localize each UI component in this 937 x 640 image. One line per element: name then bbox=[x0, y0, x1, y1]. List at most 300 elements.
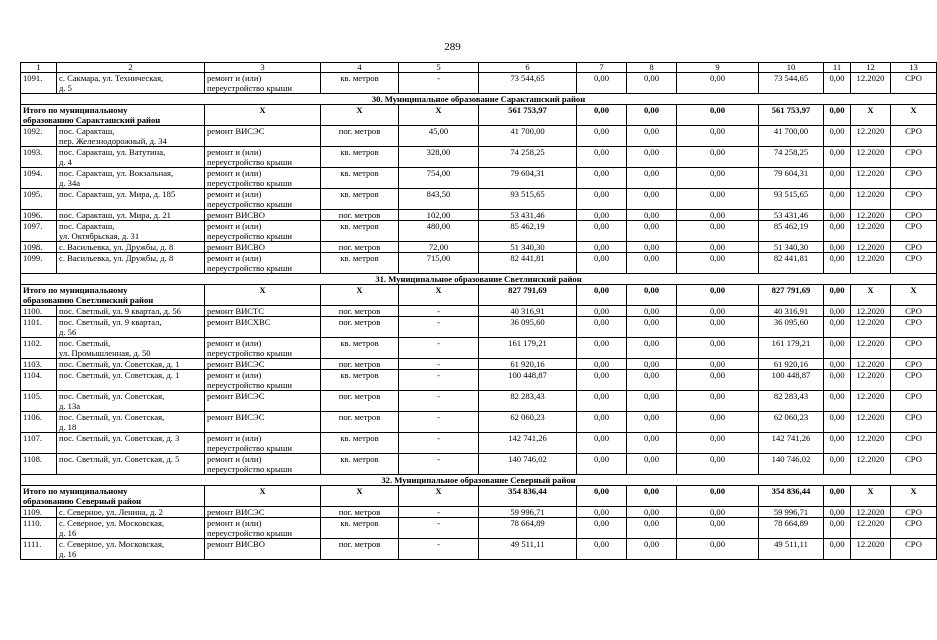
col11-cell: 0,00 bbox=[824, 189, 851, 210]
cost-cell: 49 511,11 bbox=[479, 539, 577, 560]
address-line: д. 16 bbox=[59, 549, 77, 559]
address-line: д. 5 bbox=[59, 83, 72, 93]
row-number: 1110. bbox=[21, 518, 57, 539]
address-line: пос. Светлый, ул. Советская, bbox=[59, 412, 165, 422]
quantity-cell: 843,50 bbox=[399, 189, 479, 210]
col9-cell: 0,00 bbox=[677, 359, 759, 370]
fund-cell: СРО bbox=[891, 359, 937, 370]
cost-cell: 79 604,31 bbox=[479, 168, 577, 189]
total-label bbox=[21, 105, 205, 126]
column-number-cell: 9 bbox=[677, 63, 759, 73]
total-col9: 0,00 bbox=[677, 285, 759, 306]
col7-cell: 0,00 bbox=[577, 518, 627, 539]
table-row bbox=[21, 507, 937, 518]
col7-cell: 0,00 bbox=[577, 189, 627, 210]
address-cell bbox=[57, 391, 205, 412]
column-number-cell: 13 bbox=[891, 63, 937, 73]
address-cell bbox=[57, 359, 205, 370]
work-type-line: переустройство крыши bbox=[207, 348, 292, 358]
col11-cell: 0,00 bbox=[824, 168, 851, 189]
date-cell: 12.2020 bbox=[851, 338, 891, 359]
col9-cell: 0,00 bbox=[677, 221, 759, 242]
address-cell bbox=[57, 317, 205, 338]
work-type-line: ремонт и (или) bbox=[207, 147, 262, 157]
col9-cell: 0,00 bbox=[677, 73, 759, 94]
quantity-cell: - bbox=[399, 433, 479, 454]
total-qty: X bbox=[399, 285, 479, 306]
address-line: пос. Светлый, ул. 9 квартал, bbox=[59, 317, 162, 327]
total-col10: 354 836,44 bbox=[759, 486, 824, 507]
col8-cell: 0,00 bbox=[627, 126, 677, 147]
table-row bbox=[21, 370, 937, 391]
col8-cell: 0,00 bbox=[627, 147, 677, 168]
col9-cell: 0,00 bbox=[677, 168, 759, 189]
cost-cell: 36 095,60 bbox=[479, 317, 577, 338]
table-row bbox=[21, 306, 937, 317]
col9-cell: 0,00 bbox=[677, 507, 759, 518]
unit-cell: пог. метров bbox=[321, 306, 399, 317]
work-type-cell bbox=[205, 338, 321, 359]
quantity-cell: 480,00 bbox=[399, 221, 479, 242]
address-line: пос. Саракташ, ул. Вокзальная, bbox=[59, 168, 174, 178]
total-label-line: образованию Саракташский район bbox=[23, 115, 161, 125]
cost-cell: 161 179,21 bbox=[479, 338, 577, 359]
col10-cell: 49 511,11 bbox=[759, 539, 824, 560]
quantity-cell: 45,00 bbox=[399, 126, 479, 147]
col9-cell: 0,00 bbox=[677, 242, 759, 253]
row-number: 1091. bbox=[21, 73, 57, 94]
column-number-cell: 6 bbox=[479, 63, 577, 73]
cost-cell: 74 258,25 bbox=[479, 147, 577, 168]
column-number-cell: 4 bbox=[321, 63, 399, 73]
fund-cell: СРО bbox=[891, 433, 937, 454]
work-type-line: ремонт и (или) bbox=[207, 518, 262, 528]
total-col7: 0,00 bbox=[577, 285, 627, 306]
date-cell: 12.2020 bbox=[851, 317, 891, 338]
col10-cell: 53 431,46 bbox=[759, 210, 824, 221]
total-date: X bbox=[851, 285, 891, 306]
col10-cell: 161 179,21 bbox=[759, 338, 824, 359]
row-number: 1103. bbox=[21, 359, 57, 370]
col11-cell: 0,00 bbox=[824, 147, 851, 168]
col8-cell: 0,00 bbox=[627, 317, 677, 338]
unit-cell: кв. метров bbox=[321, 168, 399, 189]
date-cell: 12.2020 bbox=[851, 242, 891, 253]
col9-cell: 0,00 bbox=[677, 317, 759, 338]
col10-cell: 78 664,89 bbox=[759, 518, 824, 539]
section-header-row bbox=[21, 475, 937, 486]
address-line: д. 16 bbox=[59, 528, 77, 538]
date-cell: 12.2020 bbox=[851, 147, 891, 168]
total-col8: 0,00 bbox=[627, 486, 677, 507]
col7-cell: 0,00 bbox=[577, 306, 627, 317]
date-cell: 12.2020 bbox=[851, 221, 891, 242]
total-col8: 0,00 bbox=[627, 105, 677, 126]
address-cell bbox=[57, 518, 205, 539]
quantity-cell: 72,00 bbox=[399, 242, 479, 253]
unit-cell: пог. метров bbox=[321, 539, 399, 560]
total-fund: X bbox=[891, 105, 937, 126]
fund-cell: СРО bbox=[891, 189, 937, 210]
work-type-cell bbox=[205, 370, 321, 391]
total-col9: 0,00 bbox=[677, 486, 759, 507]
work-type-line: переустройство крыши bbox=[207, 178, 292, 188]
table-row bbox=[21, 539, 937, 560]
address-cell bbox=[57, 412, 205, 433]
fund-cell: СРО bbox=[891, 454, 937, 475]
cost-cell: 85 462,19 bbox=[479, 221, 577, 242]
cost-cell: 142 741,26 bbox=[479, 433, 577, 454]
repair-schedule-table bbox=[20, 62, 937, 560]
work-type-cell bbox=[205, 73, 321, 94]
address-line: пос. Светлый, ул. Советская, д. 3 bbox=[59, 433, 180, 443]
col11-cell: 0,00 bbox=[824, 73, 851, 94]
address-cell bbox=[57, 454, 205, 475]
address-line: пос. Саракташ, ул. Ватутина, bbox=[59, 147, 166, 157]
work-type-line: ремонт ВИСЭС bbox=[207, 126, 265, 136]
work-type-cell bbox=[205, 539, 321, 560]
date-cell: 12.2020 bbox=[851, 370, 891, 391]
address-line: пер. Железнодорожный, д. 34 bbox=[59, 136, 167, 146]
address-line: д. 56 bbox=[59, 327, 77, 337]
col7-cell: 0,00 bbox=[577, 454, 627, 475]
col8-cell: 0,00 bbox=[627, 338, 677, 359]
address-line: д. 34а bbox=[59, 178, 81, 188]
work-type-line: ремонт и (или) bbox=[207, 73, 262, 83]
cost-cell: 62 060,23 bbox=[479, 412, 577, 433]
total-label-line: Итого по муниципальному bbox=[23, 105, 128, 115]
col9-cell: 0,00 bbox=[677, 306, 759, 317]
date-cell: 12.2020 bbox=[851, 454, 891, 475]
col9-cell: 0,00 bbox=[677, 391, 759, 412]
col7-cell: 0,00 bbox=[577, 391, 627, 412]
address-line: пос. Саракташ, bbox=[59, 221, 115, 231]
quantity-cell: - bbox=[399, 317, 479, 338]
col11-cell: 0,00 bbox=[824, 539, 851, 560]
address-line: пос. Саракташ, ул. Мира, д. 21 bbox=[59, 210, 171, 220]
cost-cell: 61 920,16 bbox=[479, 359, 577, 370]
total-unit: X bbox=[321, 486, 399, 507]
row-number: 1095. bbox=[21, 189, 57, 210]
col7-cell: 0,00 bbox=[577, 539, 627, 560]
work-type-line: ремонт ВИСТС bbox=[207, 306, 265, 316]
cost-cell: 59 996,71 bbox=[479, 507, 577, 518]
col11-cell: 0,00 bbox=[824, 507, 851, 518]
col10-cell: 73 544,65 bbox=[759, 73, 824, 94]
quantity-cell: - bbox=[399, 539, 479, 560]
fund-cell: СРО bbox=[891, 306, 937, 317]
address-cell bbox=[57, 242, 205, 253]
cost-cell: 51 340,30 bbox=[479, 242, 577, 253]
address-line: с. Васильевка, ул. Дружбы, д. 8 bbox=[59, 242, 174, 252]
work-type-line: переустройство крыши bbox=[207, 231, 292, 241]
total-col11: 0,00 bbox=[824, 486, 851, 507]
total-col7: 0,00 bbox=[577, 105, 627, 126]
row-number: 1098. bbox=[21, 242, 57, 253]
col7-cell: 0,00 bbox=[577, 73, 627, 94]
quantity-cell: - bbox=[399, 73, 479, 94]
address-line: пос. Светлый, ул. Советская, д. 5 bbox=[59, 454, 180, 464]
col9-cell: 0,00 bbox=[677, 147, 759, 168]
address-line: д. 13а bbox=[59, 401, 81, 411]
work-type-line: ремонт ВИСЭС bbox=[207, 412, 265, 422]
address-cell bbox=[57, 306, 205, 317]
col8-cell: 0,00 bbox=[627, 507, 677, 518]
row-number: 1100. bbox=[21, 306, 57, 317]
address-cell bbox=[57, 539, 205, 560]
address-line: пос. Светлый, ул. Советская, bbox=[59, 391, 165, 401]
cost-cell: 53 431,46 bbox=[479, 210, 577, 221]
total-cost: 827 791,69 bbox=[479, 285, 577, 306]
work-type-line: ремонт и (или) bbox=[207, 338, 262, 348]
address-line: с. Северное, ул. Ленина, д. 2 bbox=[59, 507, 163, 517]
fund-cell: СРО bbox=[891, 168, 937, 189]
col8-cell: 0,00 bbox=[627, 370, 677, 391]
table-row bbox=[21, 338, 937, 359]
work-type-line: ремонт и (или) bbox=[207, 454, 262, 464]
cost-cell: 40 316,91 bbox=[479, 306, 577, 317]
col8-cell: 0,00 bbox=[627, 412, 677, 433]
unit-cell: кв. метров bbox=[321, 338, 399, 359]
column-number-cell: 5 bbox=[399, 63, 479, 73]
quantity-cell: - bbox=[399, 518, 479, 539]
section-header-row bbox=[21, 274, 937, 285]
col9-cell: 0,00 bbox=[677, 539, 759, 560]
total-label-line: образованию Светлинский район bbox=[23, 295, 154, 305]
total-row bbox=[21, 486, 937, 507]
unit-cell: пог. метров bbox=[321, 507, 399, 518]
col10-cell: 142 741,26 bbox=[759, 433, 824, 454]
work-type-line: ремонт ВИСВО bbox=[207, 210, 265, 220]
col11-cell: 0,00 bbox=[824, 454, 851, 475]
address-cell bbox=[57, 507, 205, 518]
unit-cell: кв. метров bbox=[321, 221, 399, 242]
fund-cell: СРО bbox=[891, 210, 937, 221]
work-type-cell bbox=[205, 306, 321, 317]
unit-cell: пог. метров bbox=[321, 391, 399, 412]
unit-cell: пог. метров bbox=[321, 210, 399, 221]
col11-cell: 0,00 bbox=[824, 210, 851, 221]
quantity-cell: - bbox=[399, 412, 479, 433]
col7-cell: 0,00 bbox=[577, 338, 627, 359]
col10-cell: 93 515,65 bbox=[759, 189, 824, 210]
section-title: 30. Муниципальное образование Саракташский район bbox=[21, 94, 937, 105]
work-type-line: переустройство крыши bbox=[207, 157, 292, 167]
col11-cell: 0,00 bbox=[824, 126, 851, 147]
quantity-cell: - bbox=[399, 507, 479, 518]
total-label-line: образованию Северный район bbox=[23, 496, 142, 506]
table-row bbox=[21, 147, 937, 168]
row-number: 1101. bbox=[21, 317, 57, 338]
col10-cell: 62 060,23 bbox=[759, 412, 824, 433]
table-row bbox=[21, 189, 937, 210]
total-col11: 0,00 bbox=[824, 105, 851, 126]
col7-cell: 0,00 bbox=[577, 147, 627, 168]
column-number-cell: 7 bbox=[577, 63, 627, 73]
work-type-line: переустройство крыши bbox=[207, 199, 292, 209]
work-type-line: ремонт и (или) bbox=[207, 189, 262, 199]
col11-cell: 0,00 bbox=[824, 391, 851, 412]
address-line: пос. Саракташ, bbox=[59, 126, 115, 136]
date-cell: 12.2020 bbox=[851, 391, 891, 412]
address-line: пос. Светлый, ул. Советская, д. 1 bbox=[59, 370, 180, 380]
col9-cell: 0,00 bbox=[677, 189, 759, 210]
table-row bbox=[21, 221, 937, 242]
work-type-cell bbox=[205, 412, 321, 433]
work-type-cell bbox=[205, 454, 321, 475]
address-line: с. Северное, ул. Московская, bbox=[59, 518, 165, 528]
total-work: X bbox=[205, 105, 321, 126]
cost-cell: 78 664,89 bbox=[479, 518, 577, 539]
address-line: д. 4 bbox=[59, 157, 72, 167]
column-number-cell: 3 bbox=[205, 63, 321, 73]
col11-cell: 0,00 bbox=[824, 433, 851, 454]
row-number: 1105. bbox=[21, 391, 57, 412]
address-line: пос. Светлый, bbox=[59, 338, 111, 348]
section-title: 31. Муниципальное образование Светлинский район bbox=[21, 274, 937, 285]
work-type-line: переустройство крыши bbox=[207, 83, 292, 93]
fund-cell: СРО bbox=[891, 518, 937, 539]
work-type-line: ремонт и (или) bbox=[207, 370, 262, 380]
col11-cell: 0,00 bbox=[824, 306, 851, 317]
column-number-cell: 1 bbox=[21, 63, 57, 73]
work-type-cell bbox=[205, 317, 321, 338]
table-row bbox=[21, 168, 937, 189]
total-row bbox=[21, 285, 937, 306]
fund-cell: СРО bbox=[891, 253, 937, 274]
date-cell: 12.2020 bbox=[851, 253, 891, 274]
col10-cell: 51 340,30 bbox=[759, 242, 824, 253]
cost-cell: 93 515,65 bbox=[479, 189, 577, 210]
work-type-cell bbox=[205, 391, 321, 412]
col8-cell: 0,00 bbox=[627, 189, 677, 210]
row-number: 1111. bbox=[21, 539, 57, 560]
col9-cell: 0,00 bbox=[677, 126, 759, 147]
address-line: с. Северное, ул. Московская, bbox=[59, 539, 165, 549]
col10-cell: 36 095,60 bbox=[759, 317, 824, 338]
col9-cell: 0,00 bbox=[677, 454, 759, 475]
work-type-cell bbox=[205, 242, 321, 253]
date-cell: 12.2020 bbox=[851, 306, 891, 317]
unit-cell: кв. метров bbox=[321, 370, 399, 391]
col10-cell: 61 920,16 bbox=[759, 359, 824, 370]
table-row bbox=[21, 253, 937, 274]
cost-cell: 73 544,65 bbox=[479, 73, 577, 94]
total-date: X bbox=[851, 105, 891, 126]
work-type-cell bbox=[205, 147, 321, 168]
col8-cell: 0,00 bbox=[627, 391, 677, 412]
fund-cell: СРО bbox=[891, 507, 937, 518]
work-type-line: ремонт ВИСЭС bbox=[207, 391, 265, 401]
col11-cell: 0,00 bbox=[824, 221, 851, 242]
row-number: 1104. bbox=[21, 370, 57, 391]
unit-cell: кв. метров bbox=[321, 73, 399, 94]
col8-cell: 0,00 bbox=[627, 242, 677, 253]
address-cell bbox=[57, 433, 205, 454]
date-cell: 12.2020 bbox=[851, 189, 891, 210]
work-type-line: ремонт и (или) bbox=[207, 168, 262, 178]
table-row bbox=[21, 433, 937, 454]
cost-cell: 82 283,43 bbox=[479, 391, 577, 412]
work-type-cell bbox=[205, 359, 321, 370]
column-number-cell: 11 bbox=[824, 63, 851, 73]
row-number: 1097. bbox=[21, 221, 57, 242]
fund-cell: СРО bbox=[891, 338, 937, 359]
col7-cell: 0,00 bbox=[577, 412, 627, 433]
table-body bbox=[21, 63, 937, 560]
col9-cell: 0,00 bbox=[677, 433, 759, 454]
column-number-cell: 8 bbox=[627, 63, 677, 73]
unit-cell: пог. метров bbox=[321, 242, 399, 253]
work-type-line: ремонт и (или) bbox=[207, 221, 262, 231]
unit-cell: пог. метров bbox=[321, 359, 399, 370]
date-cell: 12.2020 bbox=[851, 507, 891, 518]
unit-cell: кв. метров bbox=[321, 454, 399, 475]
address-cell bbox=[57, 253, 205, 274]
address-line: с. Сакмара, ул. Техническая, bbox=[59, 73, 164, 83]
row-number: 1092. bbox=[21, 126, 57, 147]
col8-cell: 0,00 bbox=[627, 221, 677, 242]
fund-cell: СРО bbox=[891, 412, 937, 433]
fund-cell: СРО bbox=[891, 317, 937, 338]
total-col10: 561 753,97 bbox=[759, 105, 824, 126]
address-line: д. 18 bbox=[59, 422, 77, 432]
fund-cell: СРО bbox=[891, 147, 937, 168]
col8-cell: 0,00 bbox=[627, 518, 677, 539]
column-number-cell: 2 bbox=[57, 63, 205, 73]
total-work: X bbox=[205, 486, 321, 507]
quantity-cell: - bbox=[399, 370, 479, 391]
table-row bbox=[21, 317, 937, 338]
unit-cell: кв. метров bbox=[321, 518, 399, 539]
work-type-cell bbox=[205, 168, 321, 189]
table-row bbox=[21, 210, 937, 221]
col10-cell: 82 283,43 bbox=[759, 391, 824, 412]
address-cell bbox=[57, 210, 205, 221]
col9-cell: 0,00 bbox=[677, 338, 759, 359]
address-line: с. Васильевка, ул. Дружбы, д. 8 bbox=[59, 253, 174, 263]
work-type-cell bbox=[205, 253, 321, 274]
work-type-line: ремонт ВИСВО bbox=[207, 539, 265, 549]
cost-cell: 140 746,02 bbox=[479, 454, 577, 475]
fund-cell: СРО bbox=[891, 242, 937, 253]
address-cell bbox=[57, 338, 205, 359]
page-number: 289 bbox=[444, 41, 461, 53]
date-cell: 12.2020 bbox=[851, 126, 891, 147]
col7-cell: 0,00 bbox=[577, 126, 627, 147]
work-type-cell bbox=[205, 126, 321, 147]
total-cost: 354 836,44 bbox=[479, 486, 577, 507]
address-cell bbox=[57, 126, 205, 147]
column-number-cell: 10 bbox=[759, 63, 824, 73]
address-cell bbox=[57, 73, 205, 94]
total-col9: 0,00 bbox=[677, 105, 759, 126]
cost-cell: 100 448,87 bbox=[479, 370, 577, 391]
date-cell: 12.2020 bbox=[851, 412, 891, 433]
row-number: 1094. bbox=[21, 168, 57, 189]
col10-cell: 74 258,25 bbox=[759, 147, 824, 168]
address-line: ул. Промышленная, д. 50 bbox=[59, 348, 151, 358]
table-row bbox=[21, 518, 937, 539]
table-row bbox=[21, 242, 937, 253]
work-type-cell bbox=[205, 210, 321, 221]
col7-cell: 0,00 bbox=[577, 317, 627, 338]
total-col7: 0,00 bbox=[577, 486, 627, 507]
col8-cell: 0,00 bbox=[627, 168, 677, 189]
fund-cell: СРО bbox=[891, 370, 937, 391]
total-row bbox=[21, 105, 937, 126]
col7-cell: 0,00 bbox=[577, 221, 627, 242]
